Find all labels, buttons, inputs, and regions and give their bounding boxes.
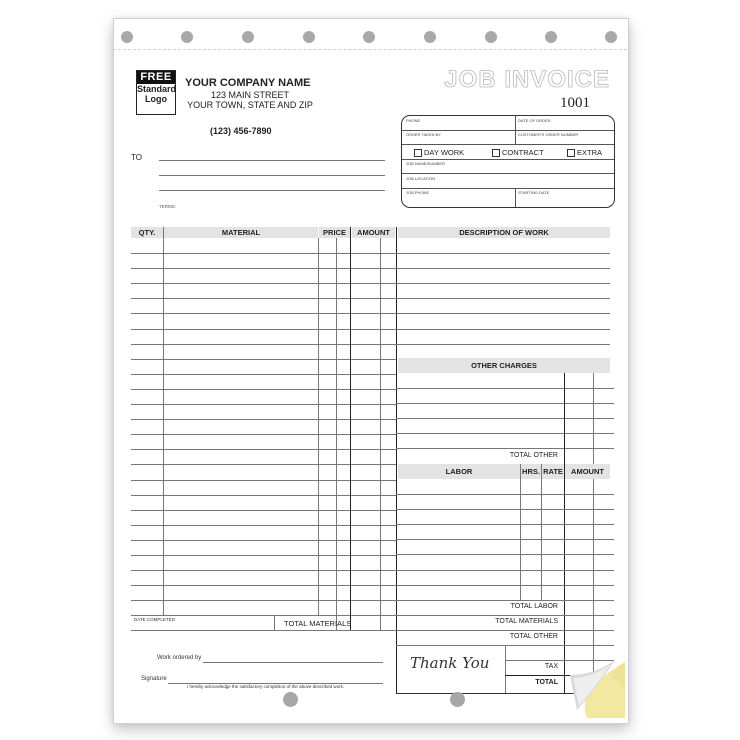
punch-hole [303,31,315,43]
logo-line1: Standard [137,84,177,94]
table-row[interactable] [396,388,614,389]
customer-order-number-field[interactable]: CUSTOMER'S ORDER NUMBER [518,132,579,137]
company-city: YOUR TOWN, STATE AND ZIP [187,100,313,110]
table-row[interactable] [131,480,396,481]
table-row[interactable] [396,268,610,269]
table-row[interactable] [396,403,614,404]
table-row[interactable] [131,253,396,254]
table-row[interactable] [396,554,614,555]
table-row[interactable] [131,585,396,586]
checkbox-icon[interactable] [414,149,422,157]
table-row[interactable] [396,329,610,330]
table-row[interactable] [396,509,614,510]
company-street: 123 MAIN STREET [210,90,290,100]
table-row[interactable] [131,283,396,284]
checkbox-icon[interactable] [492,149,500,157]
price-header: PRICE [319,227,350,238]
table-row[interactable] [131,329,396,330]
order-taken-by-field[interactable]: ORDER TAKEN BY [406,132,441,137]
total-labor-label: TOTAL LABOR [510,603,558,610]
invoice-number: 1001 [560,95,590,111]
amount-header: AMOUNT [352,227,395,238]
company-phone: (123) 456-7890 [210,126,272,136]
table-row[interactable] [131,510,396,511]
to-line[interactable] [159,190,385,191]
job-phone-field[interactable]: JOB PHONE [406,190,430,195]
amount-header: AMOUNT [565,464,610,479]
perforation-line [113,49,627,50]
to-label: TO [131,153,142,162]
table-row[interactable] [131,313,396,314]
to-line[interactable] [159,175,385,176]
checkbox-day-work[interactable]: DAY WORK [414,148,464,157]
table-row[interactable] [396,298,610,299]
terms-label: TERMS: [159,204,177,209]
punch-hole [181,31,193,43]
table-row[interactable] [131,344,396,345]
punch-hole [485,31,497,43]
checkbox-contract[interactable]: CONTRACT [492,148,544,157]
table-row[interactable] [131,540,396,541]
job-info-box [401,115,615,208]
tax-label: TAX [544,663,558,670]
punch-hole [121,31,133,43]
table-row[interactable] [396,418,614,419]
labor-header: LABOR [398,464,520,479]
table-row[interactable] [131,495,396,496]
table-row[interactable] [131,570,396,571]
table-row[interactable] [131,525,396,526]
rate-header: RATE [542,464,564,479]
table-row[interactable] [396,283,610,284]
table-row[interactable] [396,344,610,345]
table-row[interactable] [131,359,396,360]
page-curl-icon [565,650,625,718]
company-address [185,90,315,110]
punch-hole [450,692,465,707]
punch-hole [242,31,254,43]
table-row[interactable] [131,298,396,299]
checkbox-icon[interactable] [567,149,575,157]
date-completed-label[interactable]: DATE COMPLETED [134,617,175,622]
table-row[interactable] [396,494,614,495]
table-row[interactable] [131,600,396,601]
other-charges-header: OTHER CHARGES [398,358,610,373]
date-of-order-field[interactable]: DATE OF ORDER [518,118,551,123]
acknowledge-text: I hereby acknowledge the satisfactory completion of the above described work. [187,684,345,689]
punch-hole [283,692,298,707]
thank-you-text: Thank You [410,654,490,672]
punch-hole [424,31,436,43]
grand-total-materials-label: TOTAL MATERIALS [495,618,558,625]
form-title: JOB INVOICE [444,66,610,93]
total-other-label: TOTAL OTHER [509,452,558,459]
total-materials-label: TOTAL MATERIALS [284,619,352,628]
table-row[interactable] [131,434,396,435]
table-row[interactable] [131,404,396,405]
table-row[interactable] [396,570,614,571]
total-label: TOTAL [535,679,558,686]
qty-header: QTY. [131,227,163,238]
table-row[interactable] [131,449,396,450]
table-row[interactable] [396,253,610,254]
table-row[interactable] [396,539,614,540]
punch-hole [363,31,375,43]
table-row[interactable] [131,555,396,556]
table-row[interactable] [131,419,396,420]
signature-label: Signature [141,676,167,682]
job-name-number-field[interactable]: JOB NAME/NUMBER [406,161,445,166]
table-row[interactable] [131,389,396,390]
work-ordered-by-label: Work ordered by [157,655,202,661]
material-header: MATERIAL [164,227,318,238]
table-row[interactable] [131,464,396,465]
table-row[interactable] [396,448,614,449]
company-name: YOUR COMPANY NAME [185,77,311,89]
table-row[interactable] [396,524,614,525]
checkbox-extra[interactable]: EXTRA [567,148,602,157]
logo-free-text: FREE [137,71,175,84]
starting-date-field[interactable]: STARTING DATE [518,190,550,195]
hrs-header: HRS. [521,464,541,479]
work-ordered-by-line[interactable] [203,662,383,663]
punch-hole [545,31,557,43]
logo [136,70,176,115]
table-row[interactable] [396,585,614,586]
table-row[interactable] [131,268,396,269]
grand-total-other-label: TOTAL OTHER [509,633,558,640]
table-row[interactable] [131,374,396,375]
phone-field[interactable]: PHONE [406,118,421,123]
to-line[interactable] [159,160,385,161]
punch-hole [605,31,617,43]
description-header: DESCRIPTION OF WORK [398,227,610,238]
table-row[interactable] [396,313,610,314]
table-row[interactable] [396,433,614,434]
job-location-field[interactable]: JOB LOCATION [406,176,436,181]
logo-line2: Logo [145,94,167,104]
